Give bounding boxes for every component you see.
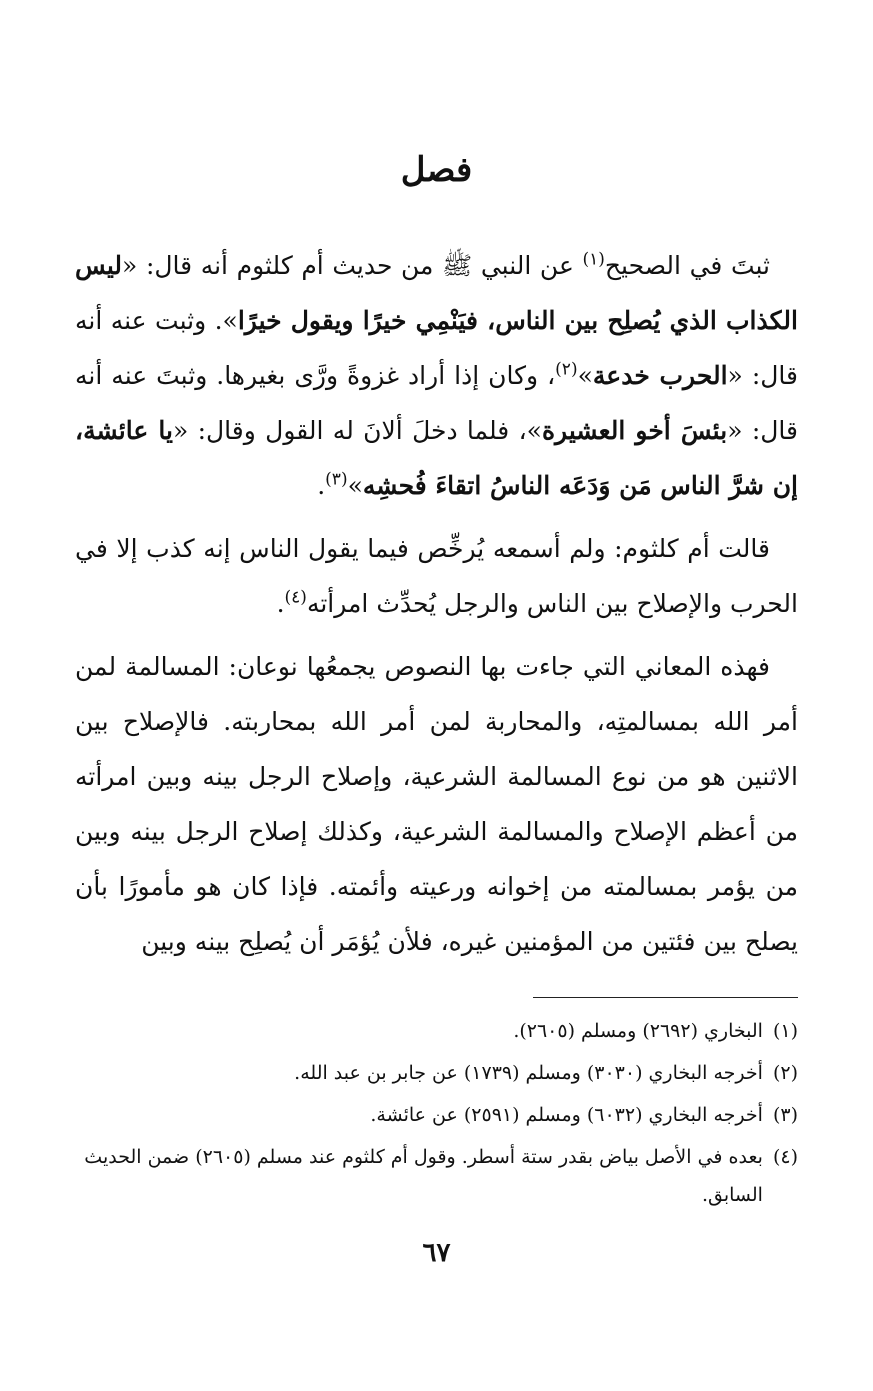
- footnote-2: [75, 1054, 798, 1092]
- hadith-quote-3: بئسَ أخو العشيرة: [541, 416, 728, 445]
- footnote-number: (٣): [772, 1104, 798, 1126]
- text-run: ثبتَ في الصحيح: [604, 251, 771, 280]
- hadith-quote-1: ليس الكذاب الذي يُصلِح بين الناس، فيَنْمِي خيرًا ويقول خيرًا: [75, 251, 798, 335]
- text-run: قالت أم كلثوم: ولم أسمعه يُرخِّص فيما يقول الناس إنه كذب إلا في الحرب والإصلاح بين الناس والرجل يُحدِّث امرأته: [75, 534, 798, 618]
- text-run: ، وكان إذا أراد غزوةً ورَّى بغيرها. وثبتَ عنه أنه قال: «: [75, 361, 798, 445]
- text-run: عن النبي ﷺ من حديث أم كلثوم أنه قال: «: [122, 251, 583, 280]
- footnote-ref-1[interactable]: (١): [582, 249, 605, 270]
- footnote-text: بعده في الأصل بياض بقدر ستة أسطر. وقول أم كلثوم عند مسلم (٢٦٠٥) ضمن الحديث السابق.: [84, 1146, 763, 1206]
- footnote-number: (٤): [772, 1146, 798, 1168]
- main-text: [75, 238, 798, 977]
- text-run: »، فلما دخلَ ألانَ له القول وقال: «: [172, 416, 542, 445]
- paragraph-2: [75, 521, 798, 631]
- page-number: ٦٧: [422, 1238, 451, 1268]
- footnote-number: (٢): [772, 1062, 798, 1084]
- footnote-ref-2[interactable]: (٢): [555, 359, 578, 380]
- footnote-ref-4[interactable]: (٤): [284, 587, 307, 608]
- footnote-text: أخرجه البخاري (٦٠٣٢) ومسلم (٢٥٩١) عن عائشة.: [370, 1104, 763, 1126]
- footnote-4: [75, 1138, 798, 1214]
- footnote-text: البخاري (٢٦٩٢) ومسلم (٢٦٠٥).: [513, 1020, 763, 1042]
- paragraph-3: فهذه المعاني التي جاءت بها النصوص يجمعُها نوعان: المسالمة لمن أمر الله بمسالمتِه، والمحاربة لمن أمر الله بمحاربته. فالإصلاح بين الاثنين هو من نوع المسالمة الشرعية، وإصلاح الرجل بينه وبين امرأته من أعظم الإصلاح والمسالمة الشرعية، وكذلك إصلاح الرجل بينه وبين من يؤمر بمسالمته من إخوانه ورعيته وأئمته. فإذا كان هو مأمورًا بأن يصلح بين فئتين من المؤمنين غيره، فلأن يُؤمَر أن يُصلِح بينه وبين: [75, 652, 798, 956]
- footnote-number: (١): [772, 1020, 798, 1042]
- hadith-quote-4: يا عائشة، إن شرَّ الناس مَن وَدَعَه الناسُ اتقاءَ فُحشِه: [75, 416, 798, 500]
- text-run: .: [276, 589, 285, 618]
- hadith-quote-2: الحرب خدعة: [592, 361, 728, 390]
- footnote-ref-3[interactable]: (٣): [325, 469, 348, 490]
- paragraph-1: [75, 238, 798, 513]
- footnote-3: [75, 1096, 798, 1134]
- footnote-divider: [533, 997, 798, 998]
- section-heading: فصل: [400, 150, 473, 190]
- text-run: .: [317, 471, 326, 500]
- footnote-text: أخرجه البخاري (٣٠٣٠) ومسلم (١٧٣٩) عن جابر بن عبد الله.: [294, 1062, 763, 1084]
- text-run: »: [347, 471, 363, 500]
- text-run: ». وثبت عنه أنه قال: «: [75, 306, 798, 390]
- text-run: »: [577, 361, 593, 390]
- footnote-1: [75, 1012, 798, 1050]
- footnotes: [75, 1012, 798, 1218]
